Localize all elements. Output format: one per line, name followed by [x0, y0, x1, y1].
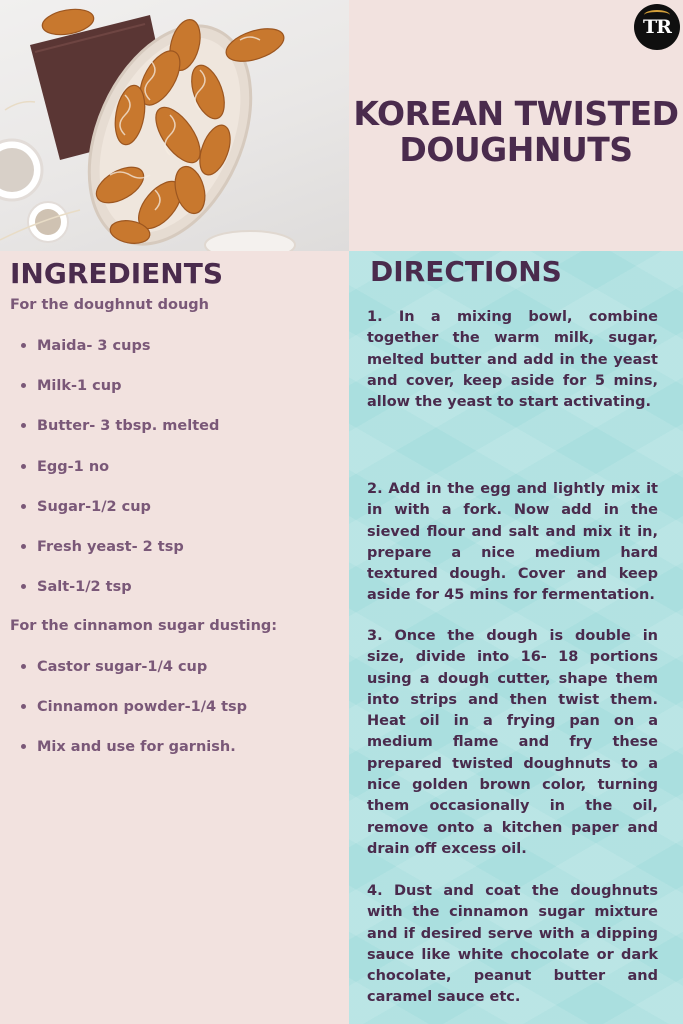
direction-step-2: 2. Add in the egg and lightly mix it in with a fork. Now add in the sieved flour and salt and mix it in, prepare a nice medium hard textured dough. Cover and keep aside for 45 mins for fermentation.: [367, 481, 658, 604]
list-item: Egg-1 no: [0, 458, 219, 498]
list-item: Butter- 3 tbsp. melted: [0, 417, 219, 457]
dough-ingredient-list: [0, 337, 219, 618]
direction-step-4: 4. Dust and coat the doughnuts with the cinnamon sugar mixture and if desired serve with a dipping sauce like white chocolate or dark chocolate, peanut butter and caramel sauce etc.: [367, 883, 658, 1006]
list-item: Maida- 3 cups: [0, 337, 219, 377]
direction-step-1: 1. In a mixing bowl, combine together the warm milk, sugar, melted butter and add in the yeast and cover, keep aside for 5 mins, allow the yeast to start activating.: [367, 309, 658, 411]
list-item: Cinnamon powder-1/4 tsp: [0, 698, 247, 738]
list-item: Mix and use for garnish.: [0, 738, 247, 778]
dusting-ingredient-list: [0, 658, 247, 779]
list-item: Castor sugar-1/4 cup: [0, 658, 247, 698]
recipe-title: [349, 96, 683, 168]
logo-swoosh-icon: [644, 10, 670, 20]
doughnut-illustration: [0, 0, 349, 251]
recipe-title-line2: DOUGHNUTS: [399, 130, 633, 169]
dough-section-label: For the doughnut dough: [10, 297, 209, 313]
brand-logo: [634, 4, 680, 50]
dusting-section-label: For the cinnamon sugar dusting:: [10, 618, 278, 634]
list-item: Milk-1 cup: [0, 377, 219, 417]
direction-step-3: 3. Once the dough is double in size, divide into 16- 18 portions using a dough cutter, shape them into strips and then twist them. Heat oil in a frying pan on a medium flame and fry these prepared twisted doughnuts to a nice golden brown color, turning them occasionally in the oil, remove onto a kitchen paper and drain off excess oil.: [367, 628, 658, 857]
directions-heading: DIRECTIONS: [370, 255, 562, 288]
recipe-title-line1: KOREAN TWISTED: [353, 94, 679, 133]
list-item: Sugar-1/2 cup: [0, 498, 219, 538]
list-item: Salt-1/2 tsp: [0, 578, 219, 618]
ingredients-heading: INGREDIENTS: [10, 257, 224, 290]
list-item: Fresh yeast- 2 tsp: [0, 538, 219, 578]
logo-text: TR: [643, 16, 671, 38]
doughnut-photo: [0, 0, 349, 251]
